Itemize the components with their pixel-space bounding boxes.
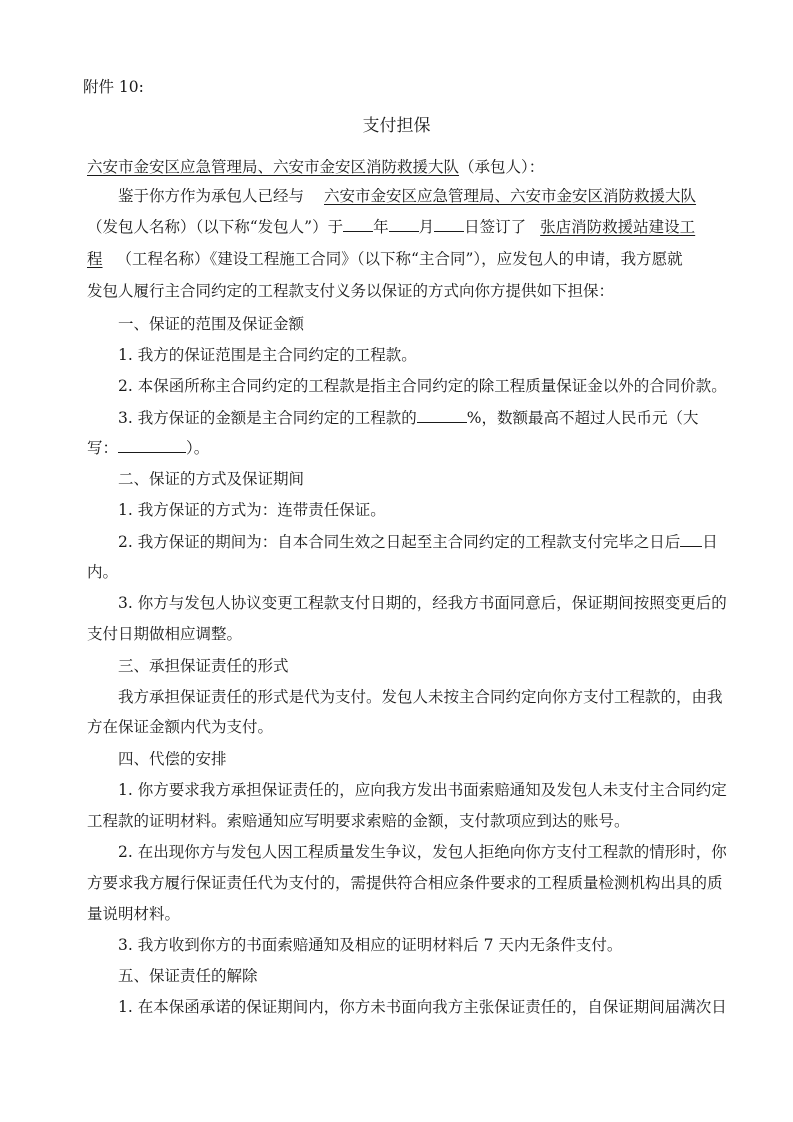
section-1-item-3 <box>118 407 698 428</box>
year-blank <box>343 216 373 232</box>
intro-line-2 <box>87 216 695 237</box>
month-label: 月 <box>418 218 435 236</box>
days-label: 日 <box>702 533 718 551</box>
addressee-line <box>87 157 544 177</box>
section-4-item-1: 1. 你方要求我方承担保证责任的，应向我方发出书面索赔通知及发包人未支付主合同约定 <box>118 781 727 799</box>
day-blank <box>434 216 464 232</box>
section-2-item-3-cont: 支付日期做相应调整。 <box>87 625 243 643</box>
day-label: 日签订了 <box>464 218 527 236</box>
intro-line-4: 发包人履行主合同约定的工程款支付义务以保证的方式向你方提供如下担保： <box>87 282 615 300</box>
uppercase-amount-blank <box>118 437 186 453</box>
days-blank <box>680 531 702 547</box>
section-1-heading: 一、保证的范围及保证金额 <box>118 315 305 333</box>
section-1-item-3-cont <box>87 437 209 458</box>
section-1-item-1: 1. 我方的保证范围是主合同约定的工程款。 <box>118 346 417 364</box>
uppercase-label: 写： <box>87 439 119 457</box>
section-2-item-2-cont: 内。 <box>87 563 119 581</box>
intro-line-3 <box>87 249 683 269</box>
intro-employer-note: （发包人名称）（以下称“发包人”）于 <box>87 218 344 236</box>
section-2-item-2 <box>118 531 718 552</box>
year-label: 年 <box>373 218 389 236</box>
annex-label: 附件 10: <box>83 78 144 96</box>
addressee-name: 六安市金安区应急管理局、六安市金安区消防救援大队 <box>87 158 460 176</box>
percent-blank <box>417 407 467 423</box>
section-4-item-2: 2. 在出现你方与发包人因工程质量发生争议，发包人拒绝向你方支付工程款的情形时，你 <box>118 843 727 861</box>
document-title: 支付担保 <box>362 116 431 136</box>
intro-contract-text: （工程名称）《建设工程施工合同》（以下称“主合同”），应发包人的申请，我方愿就 <box>116 250 683 268</box>
guarantee-amount-text: 3. 我方保证的金额是主合同约定的工程款的 <box>118 409 417 427</box>
section-1-item-2: 2. 本保函所称主合同约定的工程款是指主合同约定的除工程质量保证金以外的合同价款。 <box>118 377 727 395</box>
intro-employer-name: 六安市金安区应急管理局、六安市金安区消防救援大队 <box>324 187 697 205</box>
section-4-item-3: 3. 我方收到你方的书面索赔通知及相应的证明材料后 7 天内无条件支付。 <box>118 936 623 954</box>
guarantee-cap-text: %，数额最高不超过人民币元（大 <box>466 409 699 427</box>
section-5-item-1: 1. 在本保函承诺的保证期间内，你方未书面向我方主张保证责任的，自保证期间届满次日 <box>118 998 727 1016</box>
section-4-item-1-cont: 工程款的证明材料。索赔通知应写明要求索赔的金额，支付款项应到达的账号。 <box>87 812 630 830</box>
uppercase-close: ）。 <box>186 439 210 457</box>
guarantee-period-text: 2. 我方保证的期间为：自本合同生效之日起至主合同约定的工程款支付完毕之日后 <box>118 533 681 551</box>
section-3-heading: 三、承担保证责任的形式 <box>118 657 289 675</box>
section-4-item-2-cont-2: 量说明材料。 <box>87 905 181 923</box>
project-name-part-2: 程 <box>87 250 103 268</box>
section-3-text: 我方承担保证责任的形式是代为支付。发包人未按主合同约定向你方支付工程款的，由我 <box>118 688 723 706</box>
section-2-heading: 二、保证的方式及保证期间 <box>118 470 305 488</box>
section-2-item-1: 1. 我方保证的方式为：连带责任保证。 <box>118 501 386 519</box>
intro-prefix: 鉴于你方作为承包人已经与 <box>118 187 305 205</box>
addressee-suffix: （承包人）： <box>459 158 545 176</box>
section-4-item-2-cont-1: 方要求我方履行保证责任代为支付的，需提供符合相应条件要求的工程质量检测机构出具的质 <box>87 874 723 892</box>
intro-line-1 <box>118 186 718 206</box>
section-2-item-3: 3. 你方与发包人协议变更工程款支付日期的，经我方书面同意后，保证期间按照变更后的 <box>118 594 727 612</box>
section-4-heading: 四、代偿的安排 <box>118 750 227 768</box>
section-3-text-cont: 方在保证金额内代为支付。 <box>87 718 274 736</box>
project-name-part-1: 张店消防救援站建设工 <box>540 218 696 236</box>
month-blank <box>389 216 419 232</box>
section-5-heading: 五、保证责任的解除 <box>118 967 258 985</box>
